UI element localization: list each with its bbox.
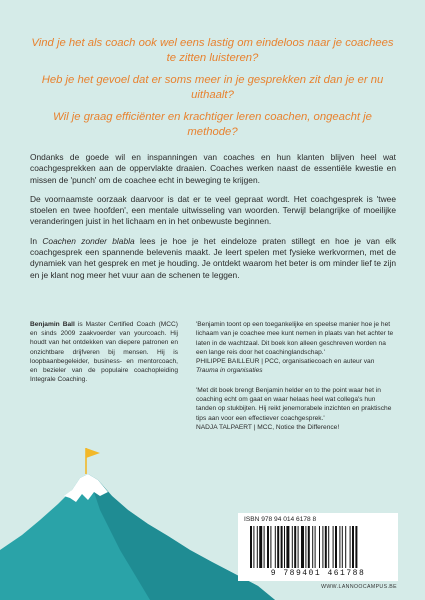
question-1: Vind je het als coach ook wel eens lastig om eindeloos naar je coachees te zitten luisteren? — [31, 37, 394, 64]
author-name: Benjamin Ball — [30, 321, 75, 328]
paragraph-3-prefix: In — [30, 235, 43, 246]
author-bio — [30, 320, 178, 384]
publisher-url: WWW.LANNOOCAMPUS.BE — [321, 584, 397, 590]
paragraph-3 — [30, 236, 396, 281]
blurb — [30, 152, 396, 289]
paragraph-3-rest: lees je hoe je het eindeloze praten stillegt en hoe je van elk coachgesprek een spannende belevenis maakt. Je leert spelen met fysieke werkvormen, met de dynamiek van het gesprek en met je houding. Je ontdekt waarom het beter is om minder lief te zijn en je klant nog meer het vuur aan de schenen te leggen. — [30, 235, 397, 280]
intro-questions — [30, 36, 395, 147]
endorsement-1-attribution — [196, 357, 396, 376]
question-2: Heb je het gevoel dat er soms meer in je gesprekken zit dan je er nu uithaalt? — [41, 74, 384, 101]
question-3: Wil je graag efficiënter en krachtiger leren coachen, ongeacht je methode? — [53, 111, 372, 138]
author-bio-text: is Master Certified Coach (MCC) en sinds 2009 zaakvoerder van yourcoach. Hij houdt van het ontdekken van diepere patronen en onzichtbare drijfveren bij mensen. Hij is loopbaanbegeleider, business- en mentorcoach, en bezieler van de populaire coachopleiding Integrale Coaching. — [30, 321, 179, 384]
isbn-number: ISBN 978 94 014 6178 8 — [244, 516, 317, 523]
flag-icon — [86, 448, 100, 458]
barcode-area — [238, 513, 398, 581]
endorsement-2: 'Met dit boek brengt Benjamin helder en to the point waar het in coaching echt om gaat en waar helaas heel wat collega's hun tanden op stukbijten. Hij reikt jenemorabele inzichten en praktische tips aan voor een effectiever coachgesprek.' — [196, 386, 392, 422]
book-title-inline: Coachen zonder blabla — [42, 235, 135, 246]
endorsement-1-book: Trauma in organisaties — [196, 367, 263, 375]
endorsement-2-attribution: NADJA TALPAERT | MCC, Notice the Difference! — [196, 423, 340, 431]
endorsement-1: 'Benjamin toont op een toegankelijke en speelse manier hoe je het lichaam van je coachee mee kunt nemen in plaats van het achter te laten in de wachtzaal. Dit boek kon alleen geschreven worden na een lange reis door het coachinglandschap.' — [196, 321, 394, 356]
barcode-icon — [250, 526, 386, 568]
paragraph-1: Ondanks de goede wil en inspanningen van coaches en hun klanten blijven heel wat coachgesprekken aan de oppervlakte draaien. Coaches werken naast de essentiële kwestie en missen de 'punch' om de coachee echt in beweging te krijgen. — [30, 152, 396, 185]
endorsement-1-author: PHILIPPE BAILLEUR | PCC, organisatiecoach en auteur van — [196, 358, 375, 366]
barcode-digits: 9 789401 461788 — [270, 569, 366, 578]
paragraph-2: De voornaamste oorzaak daarvoor is dat er te veel gepraat wordt. Het coachgesprek is 'twee stoelen en twee hoofden', een mentale uitwisseling van woorden. Terwijl belangrijke of moeilijke veranderingen juist in het lichaam en in het onbewuste beginnen. — [30, 193, 396, 227]
